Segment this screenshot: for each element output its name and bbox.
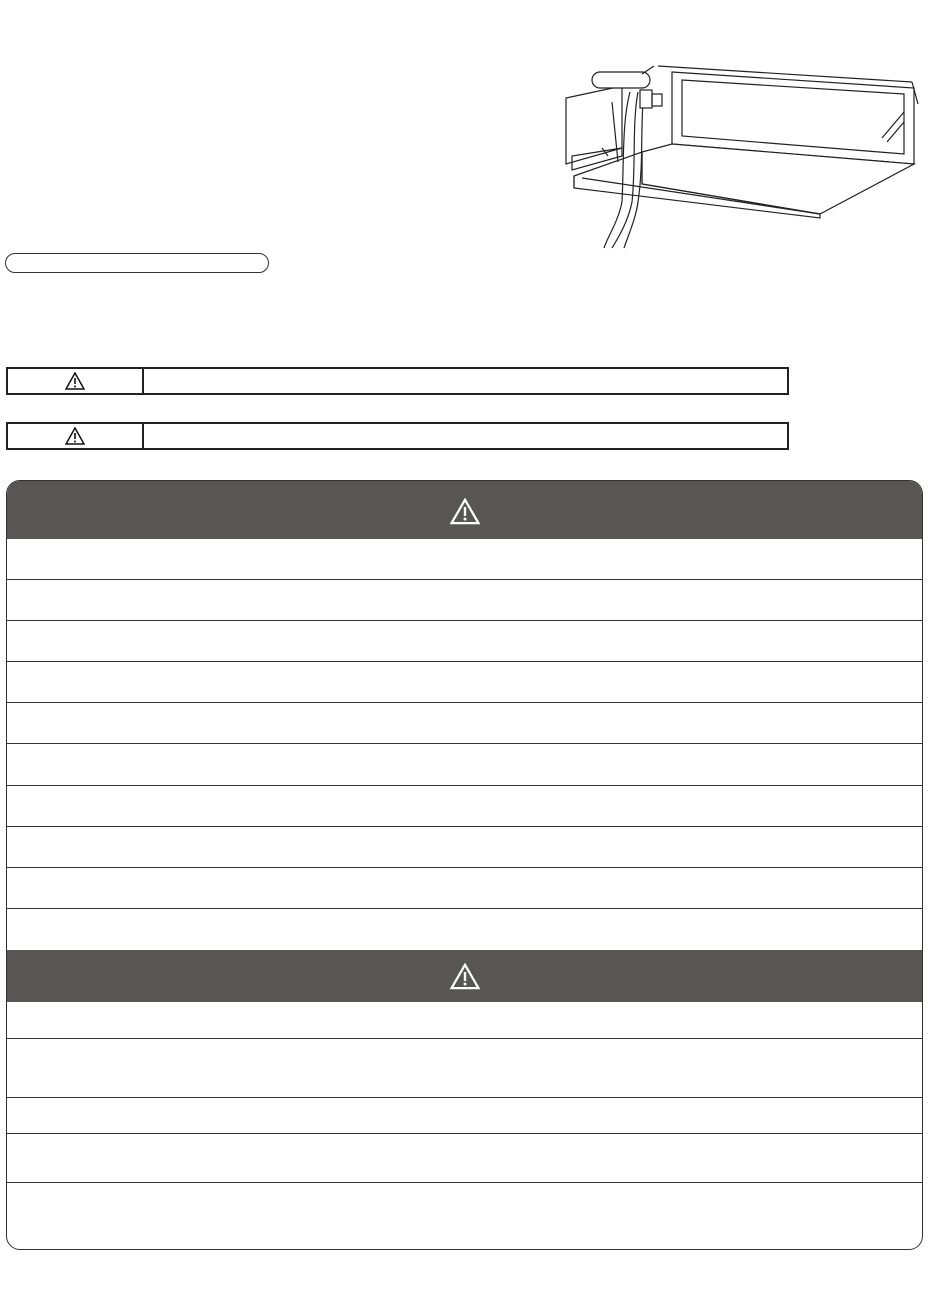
warning-item xyxy=(7,621,922,662)
warning-item xyxy=(7,909,922,950)
warning-triangle-icon xyxy=(448,496,482,526)
warning-triangle-icon xyxy=(8,369,144,393)
warning-item xyxy=(7,786,922,827)
safety-precautions-panel xyxy=(6,480,923,1250)
caution-section-header xyxy=(7,950,922,1002)
caution-item xyxy=(7,1183,922,1250)
warning-item xyxy=(7,539,922,580)
warning-item xyxy=(7,744,922,786)
warning-item xyxy=(7,868,922,909)
warning-item xyxy=(7,703,922,744)
legend-warning-text xyxy=(144,369,787,393)
caution-triangle-icon xyxy=(448,961,482,991)
indoor-unit-illustration xyxy=(552,52,930,256)
warning-section-header xyxy=(7,481,922,539)
legend-caution-text xyxy=(144,424,787,448)
warning-item xyxy=(7,580,922,621)
caution-item xyxy=(7,1002,922,1039)
section-label-pill xyxy=(5,253,269,273)
legend-row-caution xyxy=(6,422,789,450)
legend-row-warning xyxy=(6,367,789,395)
caution-triangle-icon xyxy=(8,424,144,448)
caution-item xyxy=(7,1098,922,1134)
warning-item xyxy=(7,827,922,868)
caution-item xyxy=(7,1134,922,1183)
warning-item xyxy=(7,662,922,703)
caution-item xyxy=(7,1039,922,1098)
